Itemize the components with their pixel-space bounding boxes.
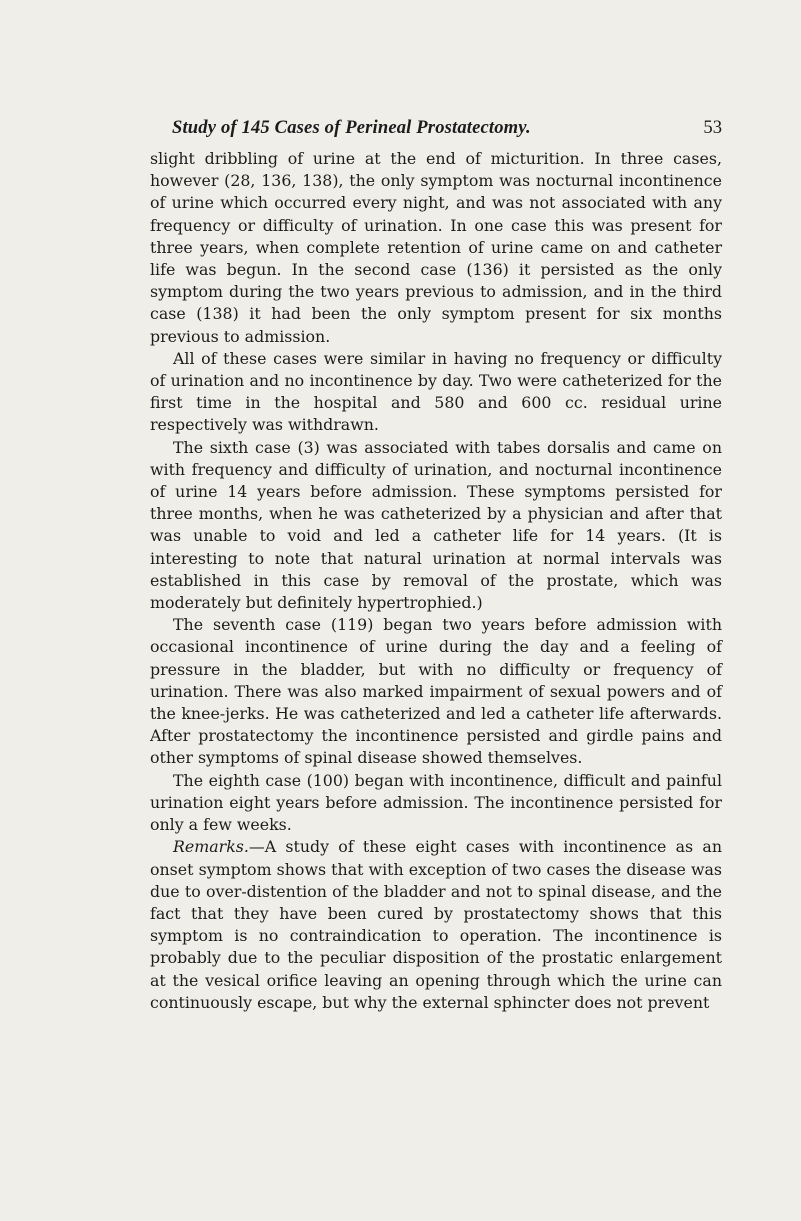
remarks-text: —A study of these eight cases with incontinence as an onset symptom shows that with exception of two cases the disease was due to over-distention of the bladder and not to spinal disease, and the fact that they have been cured by prostatectomy shows that this symptom is no contraindication to operation. The incontinence is probably due to the peculiar disposition of the prostatic enlargement at the vesical orifice leaving an opening through which the urine can continuously escape, but why the external sphincter does not prevent [150,837,722,1012]
remarks-lead: Remarks. [173,837,249,857]
paragraph: All of these cases were similar in having no frequency or difficulty of urination and no incontinence by day. Two were catheterized for the first time in the hospital and 580 and 600 cc. residual urine respectively was withdrawn. [150,348,722,435]
body-text [150,148,722,1014]
paragraph: The eighth case (100) began with incontinence, difficult and painful urination eight years before admission. The incontinence persisted for only a few weeks. [150,770,722,835]
paragraph: The seventh case (119) began two years before admission with occasional incontinence of urine during the day and a feeling of pressure in the bladder, but with no difficulty or frequency of urination. There was also marked impairment of sexual powers and of the knee-jerks. He was catheterized and led a catheter life afterwards. After prostatectomy the incontinence persisted and girdle pains and other symptoms of spinal disease showed themselves. [150,615,722,768]
paragraph: The sixth case (3) was associated with tabes dorsalis and came on with frequency and difficulty of urination, and nocturnal incontinence of urine 14 years before admission. These symptoms persisted for three months, when he was catheterized by a physician and after that was unable to void and led a catheter life for 14 years. (It is interesting to note that natural urination at normal intervals was established in this case by removal of the prostate, which was moderately but definitely hypertrophied.) [150,437,722,613]
page-number: 53 [703,117,722,138]
running-title: Study of 145 Cases of Perineal Prostatectomy. [172,117,531,138]
paragraph-continued: slight dribbling of urine at the end of micturition. In three cases, however (28, 136, 138), the only symptom was nocturnal incontinence of urine which occurred every night, and was not associated with any frequency or difficulty of urination. In one case this was present for three years, when complete retention of urine came on and catheter life was begun. In the second case (136) it persisted as the only symptom during the two years previous to admission, and in the third case (138) it had been the only symptom present for six months previous to admission. [150,149,722,346]
page-header [150,117,722,139]
remarks-paragraph [150,836,722,1014]
